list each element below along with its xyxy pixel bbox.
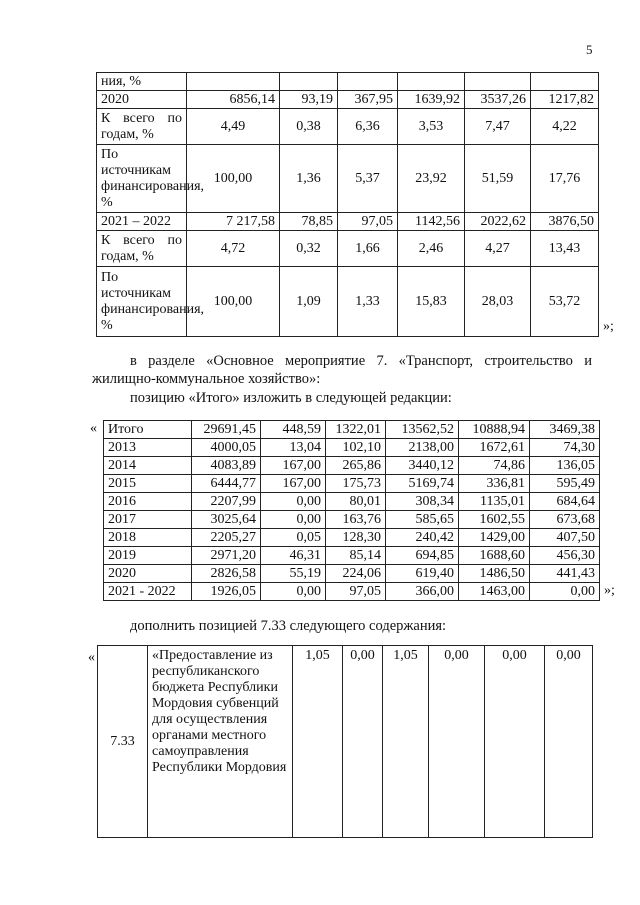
position-value: 0,00 [545, 646, 593, 838]
row-label: К всего по годам, % [97, 109, 187, 145]
cell-value: 224,06 [326, 565, 386, 583]
cell-value [531, 73, 599, 91]
position-value: 0,00 [429, 646, 485, 838]
row-label: 2016 [104, 493, 192, 511]
cell-value: 673,68 [530, 511, 600, 529]
cell-value: 17,76 [531, 145, 599, 213]
cell-value: 0,00 [261, 511, 326, 529]
cell-value: 619,40 [386, 565, 459, 583]
table-row [97, 213, 599, 231]
cell-value: 7 217,58 [187, 213, 280, 231]
cell-value: 0,38 [280, 109, 338, 145]
cell-value: 3,53 [398, 109, 465, 145]
position-value: 1,05 [293, 646, 343, 838]
table-row [104, 583, 600, 601]
cell-value: 4,72 [187, 231, 280, 267]
cell-value: 585,65 [386, 511, 459, 529]
cell-value: 4,49 [187, 109, 280, 145]
row-label: 2014 [104, 457, 192, 475]
cell-value: 2022,62 [465, 213, 531, 231]
cell-value: 240,42 [386, 529, 459, 547]
cell-value: 4,22 [531, 109, 599, 145]
table-row [97, 145, 599, 213]
table-row [97, 109, 599, 145]
cell-value: 0,00 [530, 583, 600, 601]
table3-opening-mark: « [88, 650, 95, 665]
table1-closing-mark: »; [603, 319, 614, 334]
cell-value: 29691,45 [192, 421, 261, 439]
table-row [104, 565, 600, 583]
table-row [104, 529, 600, 547]
cell-value: 2138,00 [386, 439, 459, 457]
cell-value: 23,92 [398, 145, 465, 213]
row-label: 2020 [97, 91, 187, 109]
cell-value: 55,19 [261, 565, 326, 583]
table2-closing-mark: »; [604, 583, 615, 598]
cell-value: 2205,27 [192, 529, 261, 547]
cell-value: 6,36 [338, 109, 398, 145]
cell-value: 0,00 [261, 583, 326, 601]
row-label: 2019 [104, 547, 192, 565]
cell-value: 456,30 [530, 547, 600, 565]
row-label: 2017 [104, 511, 192, 529]
cell-value: 1,66 [338, 231, 398, 267]
cell-value: 4083,89 [192, 457, 261, 475]
cell-value: 1688,60 [459, 547, 530, 565]
cell-value: 128,30 [326, 529, 386, 547]
cell-value: 13,04 [261, 439, 326, 457]
paragraph-section-7: в разделе «Основное мероприятие 7. «Транспорт, строительство и жилищно-коммунальное хозяйство»: [92, 353, 592, 387]
cell-value: 74,86 [459, 457, 530, 475]
table-row [104, 421, 600, 439]
cell-value: 167,00 [261, 475, 326, 493]
cell-value: 51,59 [465, 145, 531, 213]
position-value: 0,00 [343, 646, 383, 838]
cell-value: 5169,74 [386, 475, 459, 493]
cell-value: 308,34 [386, 493, 459, 511]
cell-value: 595,49 [530, 475, 600, 493]
cell-value [398, 73, 465, 91]
cell-value: 366,00 [386, 583, 459, 601]
row-label: 2018 [104, 529, 192, 547]
cell-value: 53,72 [531, 267, 599, 337]
cell-value: 15,83 [398, 267, 465, 337]
row-label: 2013 [104, 439, 192, 457]
cell-value [338, 73, 398, 91]
cell-value: 265,86 [326, 457, 386, 475]
row-label: По источникам финансирования, % [97, 267, 187, 337]
cell-value: 1,36 [280, 145, 338, 213]
cell-value [465, 73, 531, 91]
cell-value: 2207,99 [192, 493, 261, 511]
table2-opening-mark: « [90, 421, 97, 436]
cell-value: 100,00 [187, 267, 280, 337]
cell-value: 1142,56 [398, 213, 465, 231]
cell-value: 97,05 [338, 213, 398, 231]
page-number: 5 [586, 42, 593, 57]
table-row [104, 547, 600, 565]
cell-value: 1486,50 [459, 565, 530, 583]
cell-value: 1926,05 [192, 583, 261, 601]
cell-value: 136,05 [530, 457, 600, 475]
cell-value: 163,76 [326, 511, 386, 529]
cell-value: 448,59 [261, 421, 326, 439]
cell-value: 3025,64 [192, 511, 261, 529]
table-row [97, 231, 599, 267]
position-7-33-table [97, 645, 593, 838]
cell-value: 13562,52 [386, 421, 459, 439]
cell-value: 100,00 [187, 145, 280, 213]
cell-value: 1639,92 [398, 91, 465, 109]
cell-value: 1672,61 [459, 439, 530, 457]
cell-value: 3440,12 [386, 457, 459, 475]
table-row [104, 475, 600, 493]
position-value: 1,05 [383, 646, 429, 838]
cell-value: 13,43 [531, 231, 599, 267]
position-number: 7.33 [98, 646, 148, 838]
cell-value: 93,19 [280, 91, 338, 109]
table-row [104, 511, 600, 529]
cell-value: 367,95 [338, 91, 398, 109]
cell-value: 1,33 [338, 267, 398, 337]
cell-value: 7,47 [465, 109, 531, 145]
cell-value: 85,14 [326, 547, 386, 565]
cell-value: 28,03 [465, 267, 531, 337]
cell-value: 10888,94 [459, 421, 530, 439]
cell-value: 2826,58 [192, 565, 261, 583]
row-label: 2021 – 2022 [97, 213, 187, 231]
cell-value: 6856,14 [187, 91, 280, 109]
cell-value [280, 73, 338, 91]
cell-value: 78,85 [280, 213, 338, 231]
cell-value: 1217,82 [531, 91, 599, 109]
cell-value: 6444,77 [192, 475, 261, 493]
cell-value: 2971,20 [192, 547, 261, 565]
paragraph-itogo: позицию «Итого» изложить в следующей редакции: [130, 390, 452, 406]
cell-value [187, 73, 280, 91]
row-label: 2020 [104, 565, 192, 583]
cell-value: 2,46 [398, 231, 465, 267]
cell-value: 102,10 [326, 439, 386, 457]
table-row [104, 493, 600, 511]
cell-value: 441,43 [530, 565, 600, 583]
row-label: 2015 [104, 475, 192, 493]
cell-value: 3469,38 [530, 421, 600, 439]
table-row [97, 91, 599, 109]
cell-value: 0,32 [280, 231, 338, 267]
cell-value: 1602,55 [459, 511, 530, 529]
cell-value: 694,85 [386, 547, 459, 565]
financing-table-continued [96, 72, 599, 337]
cell-value: 97,05 [326, 583, 386, 601]
table-row [104, 457, 600, 475]
cell-value: 684,64 [530, 493, 600, 511]
table-row [97, 73, 599, 91]
cell-value: 336,81 [459, 475, 530, 493]
cell-value: 0,00 [261, 493, 326, 511]
cell-value: 3876,50 [531, 213, 599, 231]
position-description: «Предоставление из республиканского бюджета Республики Мордовия субвенций для осуществления органами местного самоуправления Республики Мордовия [148, 646, 293, 838]
cell-value: 5,37 [338, 145, 398, 213]
cell-value: 1429,00 [459, 529, 530, 547]
row-label: ния, % [97, 73, 187, 91]
cell-value: 1135,01 [459, 493, 530, 511]
table-row [104, 439, 600, 457]
row-label: К всего по годам, % [97, 231, 187, 267]
cell-value: 1463,00 [459, 583, 530, 601]
cell-value: 0,05 [261, 529, 326, 547]
cell-value: 1,09 [280, 267, 338, 337]
itogo-table [103, 420, 600, 601]
cell-value: 407,50 [530, 529, 600, 547]
row-label: 2021 - 2022 [104, 583, 192, 601]
cell-value: 80,01 [326, 493, 386, 511]
row-label: Итого [104, 421, 192, 439]
cell-value: 1322,01 [326, 421, 386, 439]
position-value: 0,00 [485, 646, 545, 838]
cell-value: 4,27 [465, 231, 531, 267]
paragraph-add-position: дополнить позицией 7.33 следующего содержания: [130, 618, 447, 634]
cell-value: 3537,26 [465, 91, 531, 109]
cell-value: 74,30 [530, 439, 600, 457]
cell-value: 175,73 [326, 475, 386, 493]
cell-value: 46,31 [261, 547, 326, 565]
cell-value: 4000,05 [192, 439, 261, 457]
row-label: По источникам финансирования, % [97, 145, 187, 213]
cell-value: 167,00 [261, 457, 326, 475]
table-row [97, 267, 599, 337]
